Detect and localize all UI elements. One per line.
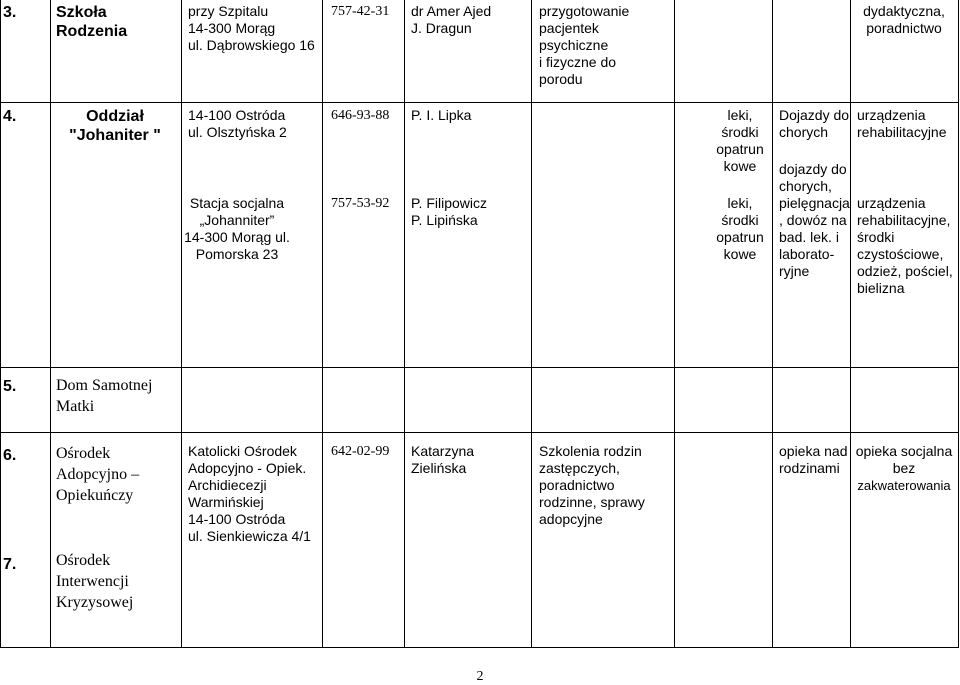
table-border-left <box>0 0 1 648</box>
institution-name: Ośrodek Interwencji Kryzysowej <box>56 552 134 611</box>
row-number: 6. <box>3 447 17 464</box>
institution-name: Szkoła Rodzenia <box>56 4 128 40</box>
equipment-supplies: urządzenia rehabilitacyjne, środki czystościowe, odzież, pościel, bielizna <box>857 195 953 296</box>
row-number: 5. <box>3 378 17 395</box>
phone: 642-02-99 <box>331 444 390 459</box>
row-divider <box>0 367 959 368</box>
table-border-right <box>958 0 959 648</box>
social-care: opieka socjalna bez zakwaterowania <box>855 443 953 493</box>
transport-care: dojazdy do chorych, pielęgnacja , dowóz na bad. lek. i laborato- ryjne <box>779 161 850 279</box>
family-care: opieka nad rodzinami <box>779 443 848 476</box>
contact-person: P. Filipowicz P. Lipińska <box>411 195 487 228</box>
material-aid: leki, środki opatrun kowe <box>716 195 764 262</box>
scope: Szkolenia rodzin zastępczych, poradnictwo rodzinne, sprawy adopcyjne <box>539 443 645 527</box>
institution-name: Ośrodek Adopcyjno – Opiekuńczy <box>56 445 140 504</box>
page-number: 2 <box>476 669 484 684</box>
services: dydaktyczna, poradnictwo <box>863 3 945 36</box>
table-border <box>850 0 851 648</box>
address: przy Szpitalu 14-300 Morąg ul. Dąbrowskiego 16 <box>188 3 315 53</box>
address: Katolicki Ośrodek Adopcyjno - Opiek. Archidiecezji Warmińskiej 14-100 Ostróda ul. Sienkiewicza 4/1 <box>188 443 311 544</box>
scope: przygotowanie pacjentek psychiczne i fizyczne do porodu <box>539 3 630 87</box>
table-border <box>404 0 405 648</box>
transport: Dojazdy do chorych <box>779 107 850 140</box>
contact-person: dr Amer Ajed J. Dragun <box>411 3 492 36</box>
row-divider <box>0 647 959 648</box>
table-border <box>531 0 532 648</box>
equipment: urządzenia rehabilitacyjne <box>857 107 947 140</box>
row-number: 7. <box>3 556 17 573</box>
address-secondary: Stacja socjalna „Johanniter” 14-300 Morąg ul. Pomorska 23 <box>184 195 290 262</box>
address: 14-100 Ostróda ul. Olsztyńska 2 <box>188 107 287 140</box>
contact-person: Katarzyna Zielińska <box>411 443 475 476</box>
phone: 757-53-92 <box>331 196 390 211</box>
row-number: 3. <box>3 4 17 21</box>
row-divider <box>0 432 959 433</box>
table-border <box>181 0 182 648</box>
row-divider <box>0 102 959 103</box>
institution-name: Dom Samotnej Matki <box>56 377 153 415</box>
material-aid: leki, środki opatrun kowe <box>716 107 764 174</box>
table-border <box>322 0 323 648</box>
institution-name: Oddział "Johaniter " <box>69 108 161 144</box>
phone: 757-42-31 <box>331 4 390 19</box>
phone: 646-93-88 <box>331 108 390 123</box>
table-border <box>772 0 773 648</box>
row-number: 4. <box>3 108 17 125</box>
contact-person: P. I. Lipka <box>411 107 472 123</box>
table-border <box>674 0 675 648</box>
table-border <box>50 0 51 648</box>
